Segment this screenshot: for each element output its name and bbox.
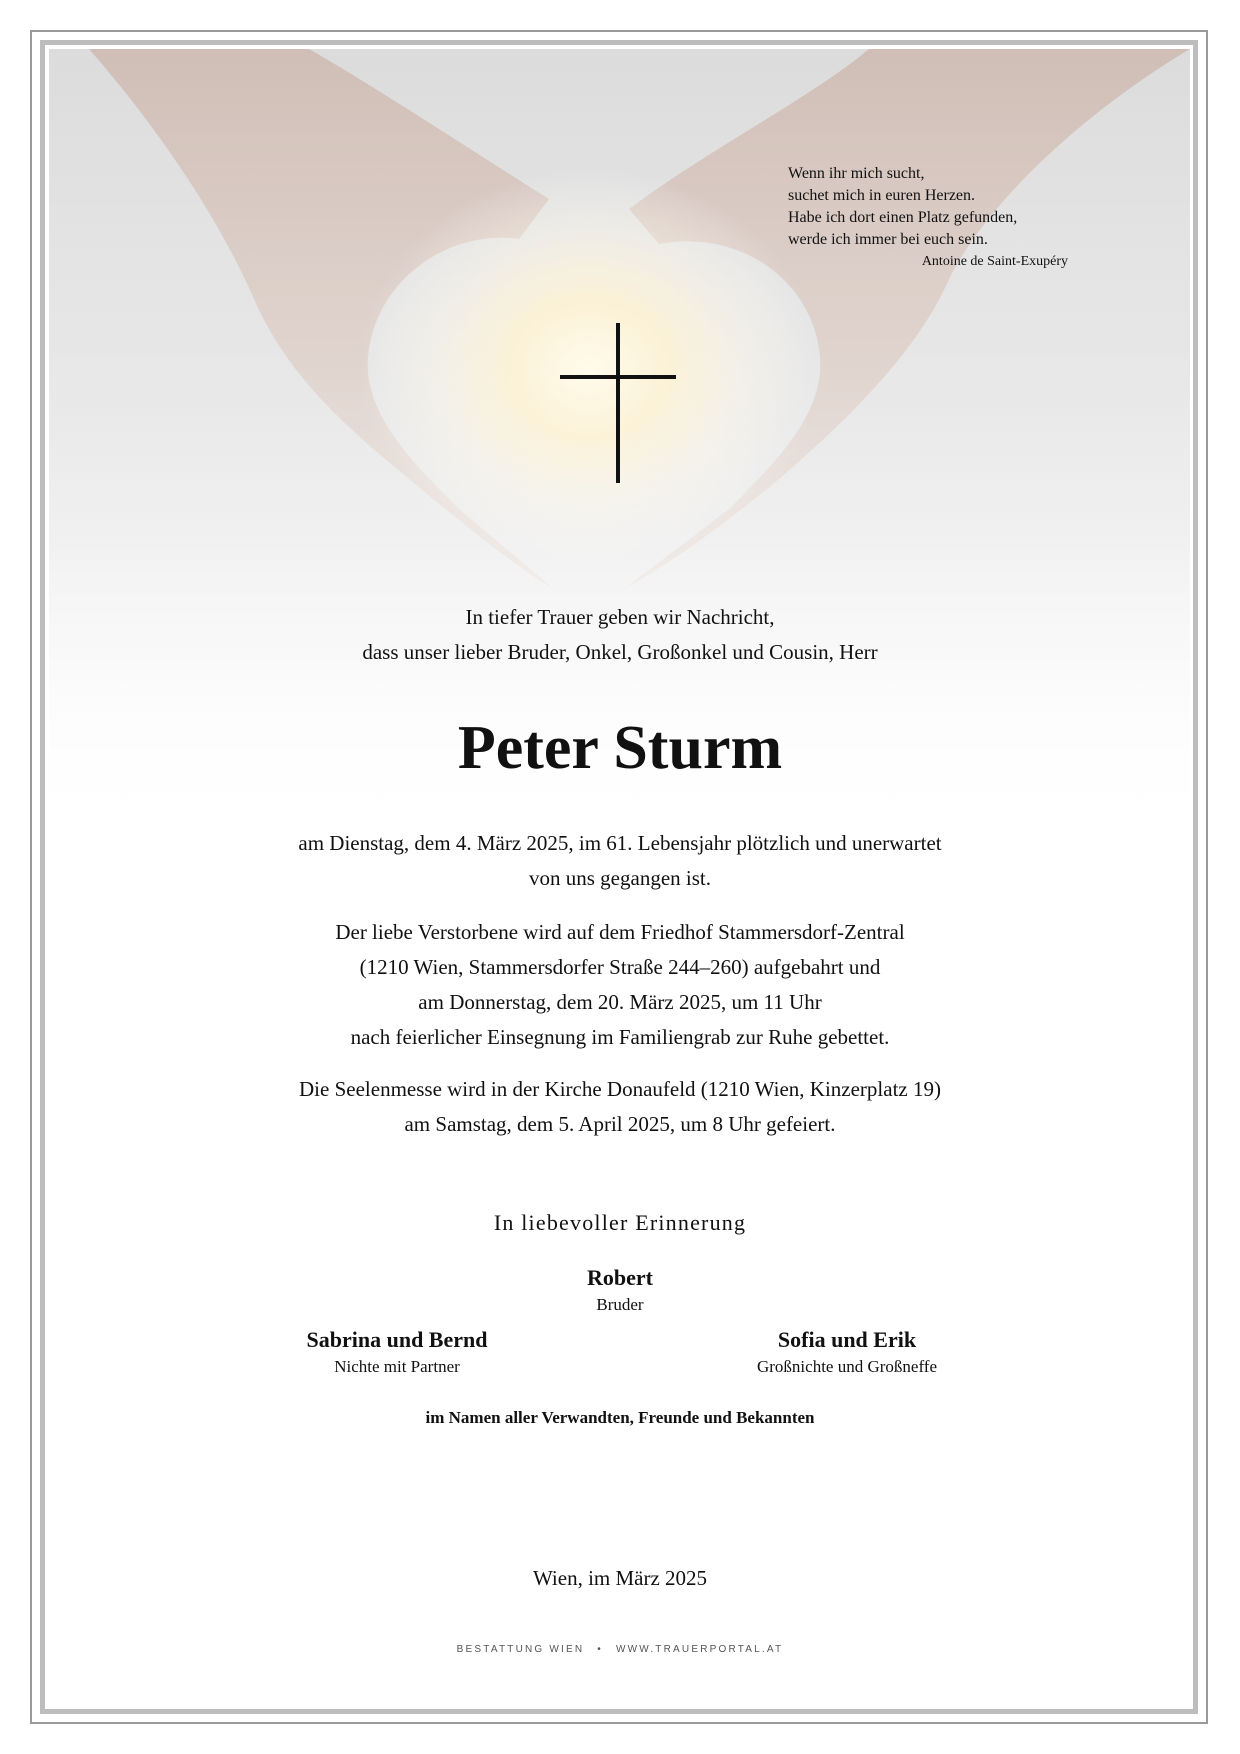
quote <box>788 163 1068 273</box>
mourner-relation: Großnichte und Großneffe <box>756 1357 938 1376</box>
mourner-name: Robert <box>587 1265 653 1290</box>
memory-heading: In liebevoller Erinnerung <box>493 1210 747 1235</box>
quote-line: suchet mich in euren Herzen. <box>788 187 976 204</box>
death-line: am Dienstag, dem 4. März 2025, im 61. Lebensjahr plötzlich und unerwartet <box>298 831 942 855</box>
footer-company: BESTATTUNG WIEN <box>456 1644 585 1655</box>
burial-line: Der liebe Verstorbene wird auf dem Friedhof Stammersdorf-Zentral <box>335 920 905 944</box>
quote-line: Habe ich dort einen Platz gefunden, <box>788 209 1018 226</box>
mass-line: am Samstag, dem 5. April 2025, um 8 Uhr gefeiert. <box>404 1112 836 1136</box>
mourner <box>682 1326 1012 1380</box>
mourner-relation: Nichte mit Partner <box>334 1357 460 1376</box>
mourner-name: Sofia und Erik <box>777 1327 917 1352</box>
quote-line: Wenn ihr mich sucht, <box>788 165 925 182</box>
mourner <box>232 1326 562 1380</box>
mourner-relation: Bruder <box>596 1295 644 1314</box>
burial-line: (1210 Wien, Stammersdorfer Straße 244–260) aufgebahrt und <box>359 955 881 979</box>
footer <box>0 1644 1240 1655</box>
footer-separator: • <box>597 1644 603 1655</box>
burial-line: nach feierlicher Einsegnung im Familiengrab zur Ruhe gebettet. <box>350 1025 890 1049</box>
deceased-name: Peter Sturm <box>457 714 783 782</box>
mourner <box>0 1264 1240 1318</box>
place-date: Wien, im März 2025 <box>532 1566 708 1590</box>
mass-paragraph <box>0 1072 1240 1142</box>
intro-text <box>0 600 1240 670</box>
quote-author: Antoine de Saint-Exupéry <box>921 254 1068 269</box>
footer-website-link[interactable]: WWW.TRAUERPORTAL.AT <box>615 1644 784 1655</box>
intro-line: In tiefer Trauer geben wir Nachricht, <box>465 605 775 629</box>
death-line: von uns gegangen ist. <box>529 866 711 890</box>
mass-line: Die Seelenmesse wird in der Kirche Donaufeld (1210 Wien, Kinzerplatz 19) <box>299 1077 941 1101</box>
quote-line: werde ich immer bei euch sein. <box>788 231 988 248</box>
intro-line: dass unser lieber Bruder, Onkel, Großonkel und Cousin, Herr <box>362 640 878 664</box>
burial-paragraph <box>0 915 1240 1055</box>
latin-cross-icon <box>560 323 676 483</box>
burial-line: am Donnerstag, dem 20. März 2025, um 11 Uhr <box>418 990 822 1014</box>
death-paragraph <box>0 826 1240 896</box>
mourner-name: Sabrina und Bernd <box>306 1327 488 1352</box>
closing-line: im Namen aller Verwandten, Freunde und Bekannten <box>425 1408 815 1427</box>
